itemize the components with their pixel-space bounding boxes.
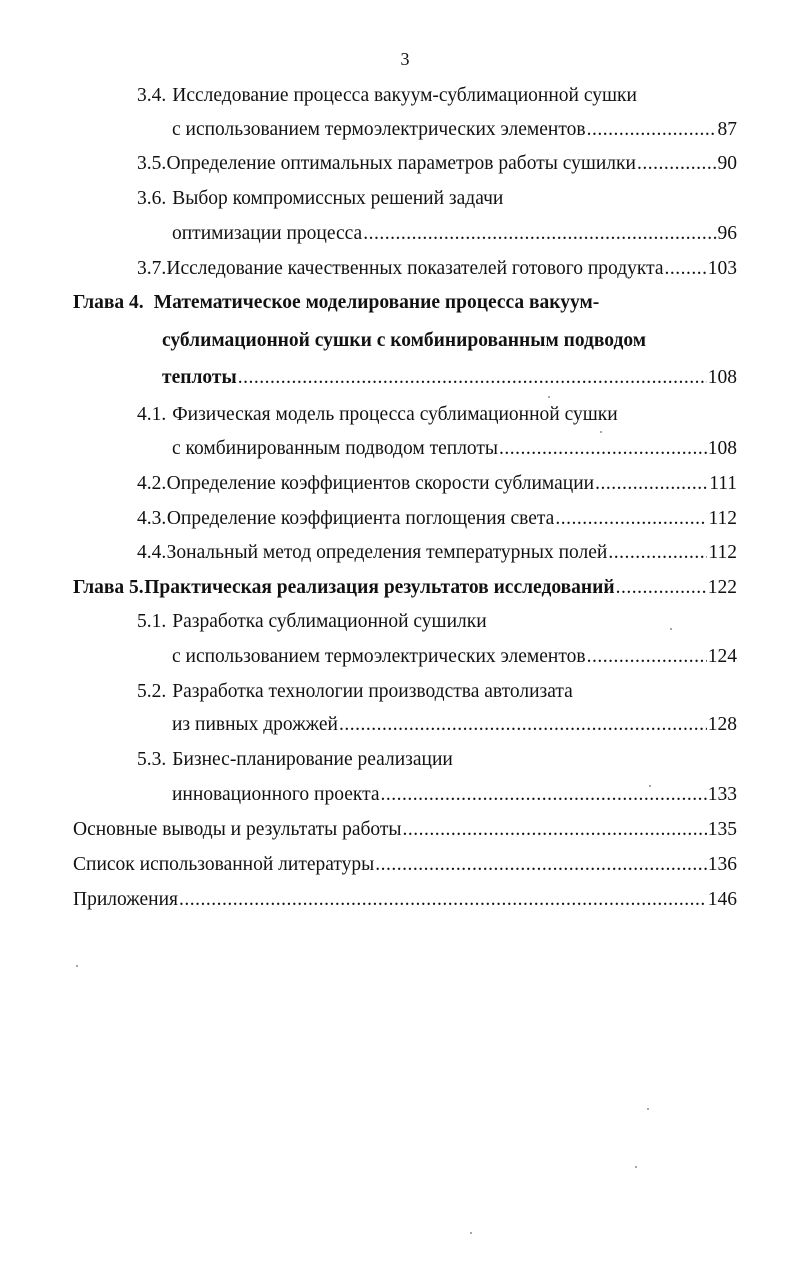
chapter-title: Математическое моделирование процесса вакуум- xyxy=(153,292,600,313)
toc-entry-3-6 xyxy=(137,184,503,214)
scan-speck xyxy=(647,1108,649,1110)
toc-title: Определение оптимальных параметров работы сушилки xyxy=(166,153,636,174)
toc-title: из пивных дрожжей xyxy=(172,714,338,735)
toc-title: Физическая модель процесса сублимационной сушки xyxy=(172,404,618,425)
toc-page: 135 xyxy=(707,819,737,840)
toc-entry-4-1 xyxy=(137,400,618,430)
toc-page: 103 xyxy=(707,258,737,279)
toc-leader xyxy=(616,573,707,603)
toc-title: Определение коэффициентов скорости сублимации xyxy=(166,473,595,494)
toc-page: 108 xyxy=(707,438,737,459)
toc-title: Определение коэффициента поглощения света xyxy=(166,508,555,529)
toc-title: Приложения xyxy=(73,889,178,910)
toc-number: 3.5. xyxy=(137,153,167,174)
page-number: 3 xyxy=(400,49,410,69)
toc-entry-5-1 xyxy=(137,607,487,637)
scan-speck xyxy=(670,628,672,630)
toc-number: 5.2. xyxy=(137,681,167,702)
toc-leader xyxy=(608,538,707,568)
toc-entry-3-6-cont xyxy=(172,219,737,249)
chapter-title: Практическая реализация результатов исследований xyxy=(144,577,615,598)
toc-title: Исследование качественных показателей готового продукта xyxy=(166,258,664,279)
toc-entry-5-1-cont xyxy=(172,642,737,672)
toc-entry-5-3-cont xyxy=(172,780,737,810)
toc-chapter-4-cont2 xyxy=(162,363,737,393)
toc-number: 5.3. xyxy=(137,749,167,770)
toc-page: 133 xyxy=(707,784,737,805)
toc-leader xyxy=(339,710,707,740)
scan-speck xyxy=(600,431,602,433)
toc-number: 4.2. xyxy=(137,473,167,494)
toc-page: 136 xyxy=(707,854,737,875)
toc-appendices xyxy=(73,885,737,915)
toc-number: 3.7. xyxy=(137,258,167,279)
toc-leader xyxy=(381,780,707,810)
chapter-label: Глава 5. xyxy=(73,577,144,598)
toc-title: Разработка сублимационной сушилки xyxy=(172,611,487,632)
toc-title: с комбинированным подводом теплоты xyxy=(172,438,499,459)
toc-page: 128 xyxy=(707,714,737,735)
toc-entry-3-7 xyxy=(137,254,737,284)
toc-title: Зональный метод определения температурных полей xyxy=(166,542,608,563)
toc-entry-4-3 xyxy=(137,504,737,534)
toc-title: инновационного проекта xyxy=(172,784,380,805)
toc-page: 111 xyxy=(709,473,737,494)
toc-title: Список использованной литературы xyxy=(73,854,375,875)
toc-entry-5-2 xyxy=(137,677,573,707)
toc-page: 90 xyxy=(717,153,737,174)
toc-title: Основные выводы и результаты работы xyxy=(73,819,402,840)
toc-page: 122 xyxy=(707,577,737,598)
scan-speck xyxy=(470,1232,472,1234)
toc-entry-4-1-cont xyxy=(172,434,737,464)
toc-leader xyxy=(665,254,707,284)
toc-title: Разработка технологии производства автолизата xyxy=(172,681,573,702)
toc-title: с использованием термоэлектрических элементов xyxy=(172,119,586,140)
scan-speck xyxy=(548,396,550,398)
toc-number: 4.4. xyxy=(137,542,167,563)
toc-leader xyxy=(179,885,707,915)
toc-number: 4.1. xyxy=(137,404,167,425)
scan-speck xyxy=(649,785,651,787)
toc-title: Бизнес-планирование реализации xyxy=(172,749,453,770)
toc-leader xyxy=(555,504,707,534)
toc-references xyxy=(73,850,737,880)
toc-number: 4.3. xyxy=(137,508,167,529)
toc-page: 96 xyxy=(717,223,737,244)
toc-page: 112 xyxy=(708,508,737,529)
toc-number: 3.6. xyxy=(137,188,167,209)
toc-conclusions xyxy=(73,815,737,845)
toc-entry-4-4 xyxy=(137,538,737,568)
toc-entry-4-2 xyxy=(137,469,737,499)
toc-title: Исследование процесса вакуум-сублимационной сушки xyxy=(172,85,637,106)
toc-leader xyxy=(499,434,707,464)
toc-page: 124 xyxy=(707,646,737,667)
toc-number: 3.4. xyxy=(137,85,167,106)
toc-leader xyxy=(587,642,707,672)
toc-leader xyxy=(363,219,716,249)
chapter-title: теплоты xyxy=(162,367,237,388)
toc-leader xyxy=(637,149,717,179)
toc-leader xyxy=(595,469,708,499)
toc-entry-3-4-cont xyxy=(172,115,737,145)
toc-entry-5-2-cont xyxy=(172,710,737,740)
toc-leader xyxy=(587,115,717,145)
toc-page: 108 xyxy=(707,367,737,388)
toc-chapter-4 xyxy=(73,288,599,318)
toc-chapter-4-cont xyxy=(162,326,646,356)
toc-title: оптимизации процесса xyxy=(172,223,363,244)
toc-entry-5-3 xyxy=(137,745,453,775)
toc-page: 146 xyxy=(707,889,737,910)
toc-chapter-5 xyxy=(73,573,737,603)
scan-speck xyxy=(635,1166,637,1168)
toc-entry-3-5 xyxy=(137,149,737,179)
chapter-title: сублимационной сушки с комбинированным подводом xyxy=(162,330,647,351)
toc-entry-3-4 xyxy=(137,81,637,111)
toc-title: с использованием термоэлектрических элементов xyxy=(172,646,586,667)
toc-leader xyxy=(403,815,707,845)
toc-number: 5.1. xyxy=(137,611,167,632)
chapter-label: Глава 4. xyxy=(73,292,144,313)
scan-speck xyxy=(76,965,78,967)
toc-title: Выбор компромиссных решений задачи xyxy=(172,188,504,209)
toc-page: 112 xyxy=(708,542,737,563)
toc-leader xyxy=(375,850,706,880)
toc-page: 87 xyxy=(717,119,737,140)
toc-leader xyxy=(238,363,707,393)
